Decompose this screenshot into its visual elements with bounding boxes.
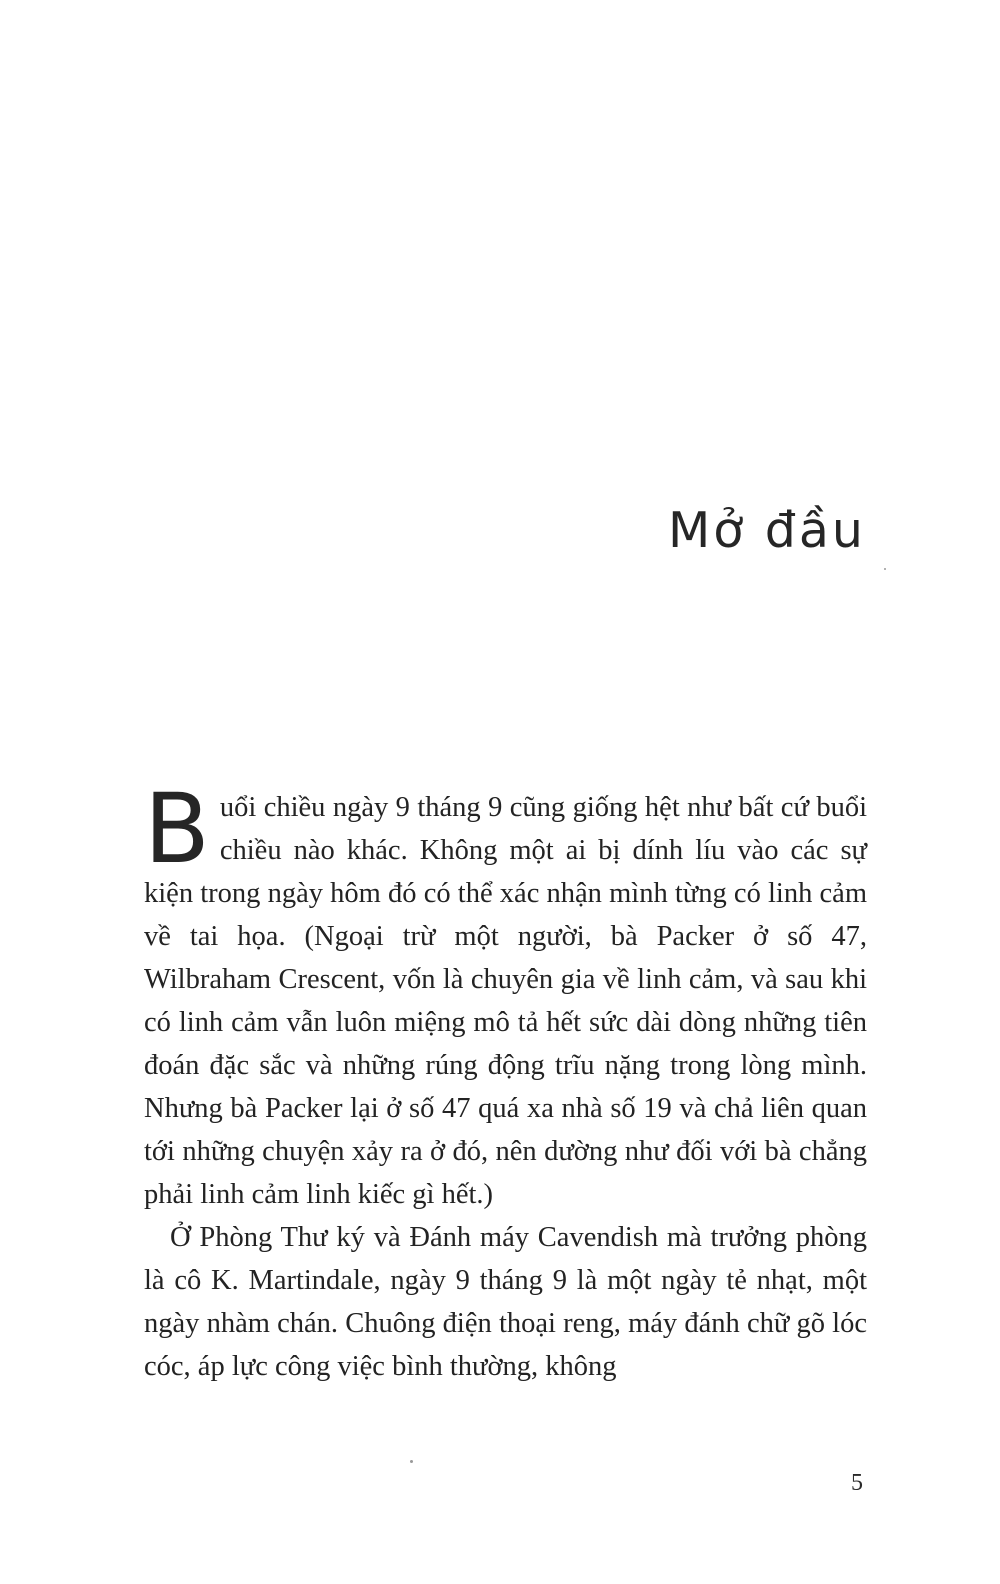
paragraph-1 (144, 773, 867, 1216)
paper-speck (884, 568, 886, 570)
drop-cap: B (144, 773, 210, 885)
paper-speck (410, 1460, 413, 1463)
paragraph-1-text: uổi chiều ngày 9 tháng 9 cũng giống hệt như bất cứ buổi chiều nào khác. Không một ai bị dính líu vào các sự kiện trong ngày hôm đó có thể xác nhận mình từng có linh cảm về tai họa. (Ngoại trừ một người, bà Packer ở số 47, Wilbraham Crescent, vốn là chuyên gia về linh cảm, và sau khi có linh cảm vẫn luôn miệng mô tả hết sức dài dòng những tiên đoán đặc sắc và những rúng động trĩu nặng trong lòng mình. Nhưng bà Packer lại ở số 47 quá xa nhà số 19 và chả liên quan tới những chuyện xảy ra ở đó, nên dường như đối với bà chẳng phải linh cảm linh kiếc gì hết.) (144, 792, 867, 1210)
page-number: 5 (851, 1470, 863, 1496)
body-text (144, 773, 867, 1388)
paragraph-2: Ở Phòng Thư ký và Đánh máy Cavendish mà trưởng phòng là cô K. Martindale, ngày 9 tháng 9 là một ngày tẻ nhạt, một ngày nhàm chán. Chuông điện thoại reng, máy đánh chữ gõ lóc cóc, áp lực công việc bình thường, không (144, 1222, 867, 1382)
chapter-title: Mở đầu (667, 502, 866, 559)
